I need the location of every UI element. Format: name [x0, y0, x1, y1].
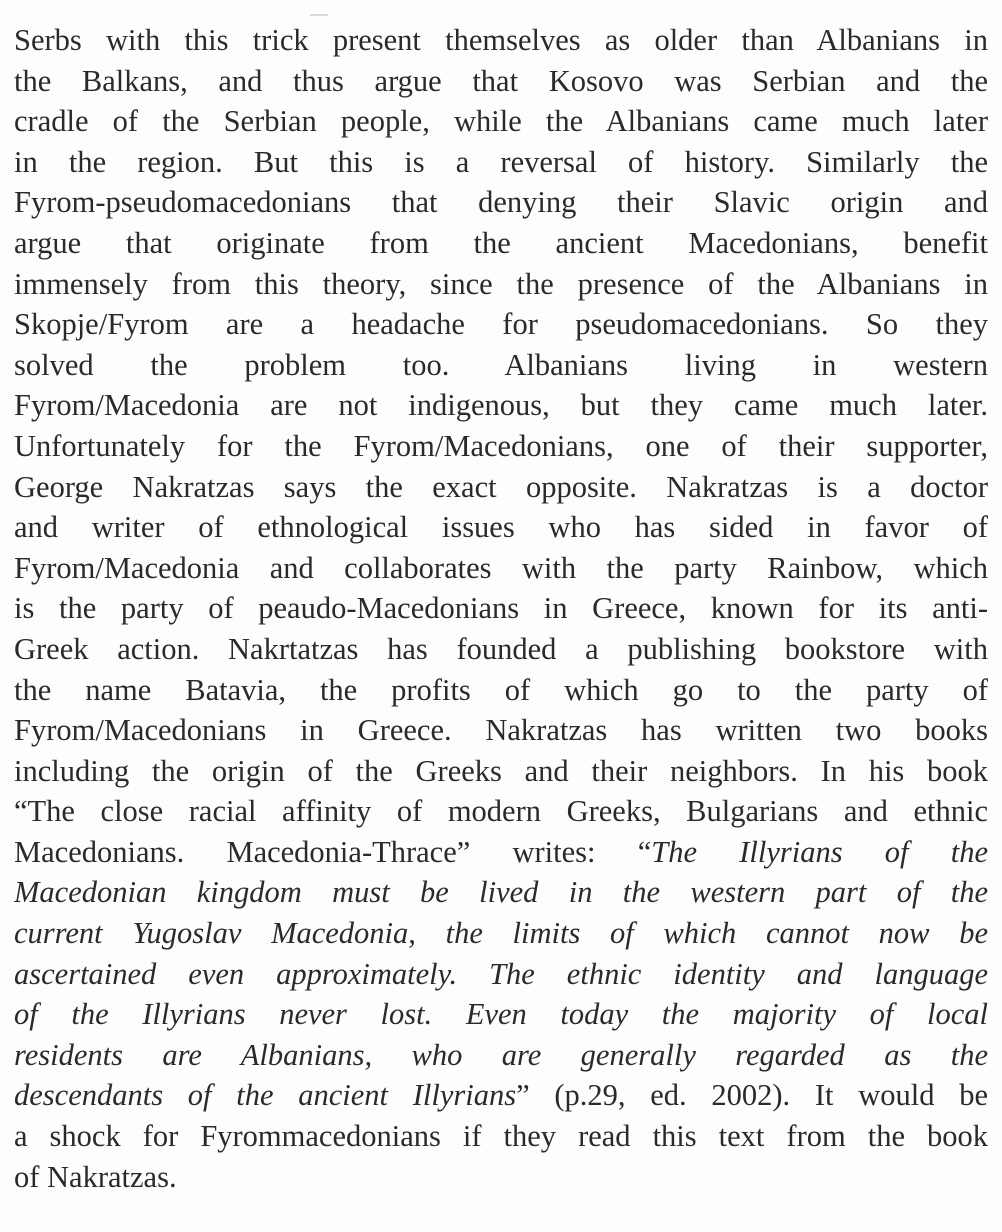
text-line — [14, 832, 988, 873]
text-segment: including the origin of the Greeks and their neighbors. In his book — [14, 753, 988, 788]
text-line — [14, 61, 988, 102]
text-segment: in the region. But this is a reversal of history. Similarly the — [14, 144, 988, 179]
scan-mark — [310, 14, 328, 16]
text-line — [14, 588, 988, 629]
text-segment: Fyrom/Macedonia are not indigenous, but they came much later. — [14, 388, 988, 423]
text-segment: Macedonians. Macedonia-Thrace” writes: “ — [14, 834, 652, 869]
text-line — [14, 1157, 988, 1198]
text-segment: of Nakratzas. — [14, 1159, 177, 1194]
text-line — [14, 385, 988, 426]
text-line — [14, 345, 988, 386]
text-segment: Greek action. Nakrtatzas has founded a publishing bookstore with — [14, 631, 988, 666]
text-line — [14, 670, 988, 711]
text-line — [14, 304, 988, 345]
text-line — [14, 426, 988, 467]
text-line — [14, 467, 988, 508]
text-line — [14, 223, 988, 264]
italic-quote-segment: current Yugoslav Macedonia, the limits of which cannot now be — [14, 916, 988, 951]
text-segment: the Balkans, and thus argue that Kosovo was Serbian and the — [14, 63, 988, 98]
text-segment: the name Batavia, the profits of which go to the party of — [14, 672, 988, 707]
text-segment: Unfortunately for the Fyrom/Macedonians, one of their supporter, — [14, 428, 988, 463]
text-segment: is the party of peaudo-Macedonians in Greece, known for its anti- — [14, 591, 988, 626]
text-segment: Fyrom-pseudomacedonians that denying their Slavic origin and — [14, 185, 988, 220]
text-segment: and writer of ethnological issues who has sided in favor of — [14, 510, 988, 545]
italic-quote-segment: of the Illyrians never lost. Even today the majority of local — [14, 997, 988, 1032]
text-line — [14, 182, 988, 223]
text-segment: cradle of the Serbian people, while the Albanians came much later — [14, 104, 988, 139]
text-line — [14, 20, 988, 61]
text-line — [14, 507, 988, 548]
text-line — [14, 142, 988, 183]
text-segment: Fyrom/Macedonians in Greece. Nakratzas has written two books — [14, 713, 988, 748]
text-segment: ” (p.29, ed. 2002). It would be — [516, 1078, 988, 1113]
text-segment: immensely from this theory, since the presence of the Albanians in — [14, 266, 988, 301]
text-segment: solved the problem too. Albanians living in western — [14, 347, 988, 382]
text-line — [14, 872, 988, 913]
body-text — [14, 20, 988, 1197]
italic-quote-segment: residents are Albanians, who are generally regarded as the — [14, 1037, 988, 1072]
text-line — [14, 629, 988, 670]
text-segment: George Nakratzas says the exact opposite. Nakratzas is a doctor — [14, 469, 988, 504]
text-line — [14, 1116, 988, 1157]
text-line — [14, 913, 988, 954]
text-segment: “The close racial affinity of modern Greeks, Bulgarians and ethnic — [14, 794, 988, 829]
text-line — [14, 791, 988, 832]
italic-quote-segment: ascertained even approximately. The ethnic identity and language — [14, 956, 988, 991]
text-line — [14, 751, 988, 792]
italic-quote-segment: descendants of the ancient Illyrians — [14, 1078, 517, 1113]
text-line — [14, 101, 988, 142]
text-line — [14, 264, 988, 305]
text-line — [14, 1035, 988, 1076]
italic-quote-segment: Macedonian kingdom must be lived in the western part of the — [14, 875, 988, 910]
italic-quote-segment: The Illyrians of the — [651, 834, 988, 869]
text-line — [14, 954, 988, 995]
text-line — [14, 548, 988, 589]
text-line — [14, 994, 988, 1035]
text-segment: Skopje/Fyrom are a headache for pseudomacedonians. So they — [14, 307, 988, 342]
text-line — [14, 1075, 988, 1116]
text-segment: argue that originate from the ancient Macedonians, benefit — [14, 225, 988, 260]
text-line — [14, 710, 988, 751]
text-segment: Fyrom/Macedonia and collaborates with the party Rainbow, which — [14, 550, 988, 585]
text-segment: Serbs with this trick present themselves as older than Albanians in — [14, 23, 988, 57]
text-segment: a shock for Fyrommacedonians if they read this text from the book — [14, 1119, 988, 1154]
